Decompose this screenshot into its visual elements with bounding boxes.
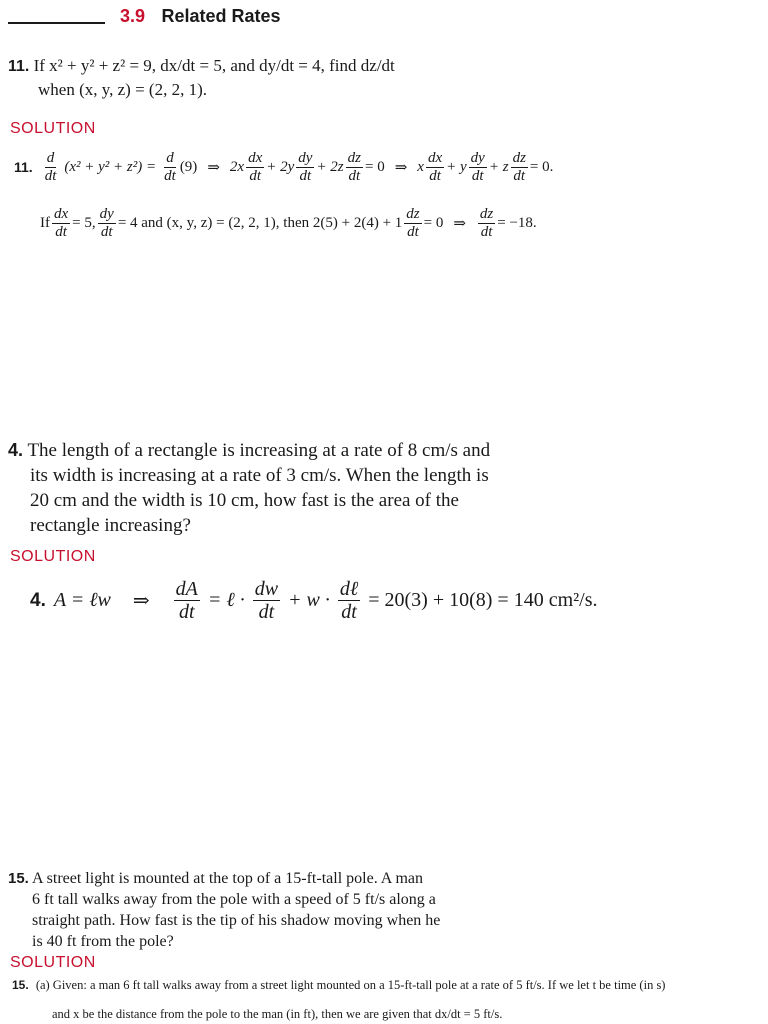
frac-num: dy (99, 206, 114, 222)
fraction-dA-dt (174, 578, 200, 623)
s11-c3: + 2z (316, 158, 344, 175)
frac-den: dt (429, 167, 441, 184)
frac-num: dz (347, 150, 361, 166)
fraction-dz-dt (404, 206, 421, 240)
problem-15-line: is 40 ft from the pole? (32, 933, 174, 950)
frac-den: dt (44, 167, 57, 184)
solution-11-line2 (40, 206, 537, 240)
s11-t1: = 5, (72, 214, 96, 231)
frac-num: d (46, 150, 55, 166)
section-header (120, 6, 281, 27)
problem-15-line: A street light is mounted at the top of a 15-ft-tall pole. A man (31, 870, 424, 887)
frac-den: dt (480, 223, 493, 240)
solution-4 (30, 578, 597, 623)
frac-num: dz (406, 206, 420, 222)
problem-11 (8, 56, 395, 76)
solution-11-line1 (14, 150, 553, 184)
s11-c6: + z (488, 158, 509, 175)
fraction-dz-dt (511, 150, 528, 184)
implies-arrow: ⇒ (453, 215, 466, 232)
problem-4-number: 4. (8, 440, 24, 460)
problem-15-number: 15. (8, 870, 29, 887)
fraction-dx-dt (426, 150, 444, 184)
fraction-dy-dt (469, 150, 487, 184)
section-number: 3.9 (120, 6, 146, 26)
problem-4 (8, 438, 490, 538)
fraction-d-dt-2 (162, 150, 178, 184)
s11-c5: + y (446, 158, 467, 175)
problem-15-line: 6 ft tall walks away from the pole with a speed of 5 ft/s along a (32, 891, 436, 908)
problem-4-line: rectangle increasing? (30, 515, 191, 536)
problem-15 (8, 868, 440, 952)
implies-arrow: ⇒ (132, 590, 150, 612)
solution-4-number: 4. (30, 589, 46, 611)
frac-den: dt (407, 223, 419, 240)
frac-den: dt (178, 601, 195, 623)
frac-num: dx (54, 206, 69, 222)
frac-den: dt (55, 223, 67, 240)
fraction-dy-dt (296, 150, 314, 184)
s11-eq0-dot: = 0. (529, 158, 554, 175)
fraction-dx-dt (246, 150, 264, 184)
fraction-dl-dt (338, 578, 360, 623)
frac-den: dt (471, 167, 484, 184)
problem-4-line: The length of a rectangle is increasing at a rate of 8 cm/s and (27, 440, 491, 461)
s11-c2: + 2y (266, 158, 295, 175)
frac-den: dt (341, 601, 357, 623)
frac-num: dw (254, 578, 279, 600)
solution-15-number: 15. (12, 978, 29, 992)
solution-label-15: SOLUTION (10, 954, 96, 971)
fraction-dz-dt (346, 150, 363, 184)
s4-lhs: A = ℓw (53, 589, 111, 611)
fraction-dz-dt (478, 206, 495, 240)
s11-lhs-tail: (x² + y² + z²) = (64, 158, 157, 175)
frac-num: d (166, 150, 174, 166)
problem-11-line1: If x² + y² + z² = 9, dx/dt = 5, and dy/dt = 4, find dz/dt (33, 56, 395, 75)
header-rule (8, 22, 105, 24)
problem-11-line2: when (x, y, z) = (2, 2, 1). (38, 80, 207, 99)
problem-4-line: its width is increasing at a rate of 3 cm/s. When the length is (30, 465, 489, 486)
implies-arrow: ⇒ (394, 159, 408, 176)
solution-15-line2: and x be the distance from the pole to the man (in ft), then we are given that dx/dt = 5 ft/s. (52, 1007, 503, 1021)
frac-num: dy (470, 150, 485, 166)
s4-m1: = ℓ · (207, 589, 245, 611)
problem-11-number: 11. (8, 58, 30, 75)
frac-den: dt (348, 167, 361, 184)
frac-den: dt (164, 167, 176, 184)
problem-15-line: straight path. How fast is the tip of his shadow moving when he (32, 912, 441, 929)
s11-mid: (9) (179, 158, 198, 175)
frac-num: dz (512, 150, 526, 166)
solution-15-line1 (12, 978, 665, 993)
solution-15-text1: (a) Given: a man 6 ft tall walks away from a street light mounted on a 15-ft-tall pole at a rate of 5 ft/s. If we let t be time (in s) (35, 978, 666, 992)
frac-num: dx (248, 150, 263, 166)
solution-label-4: SOLUTION (10, 548, 96, 565)
s11-t4: = −18. (497, 214, 537, 231)
fraction-dy-dt (98, 206, 116, 240)
fraction-dx-dt (52, 206, 70, 240)
frac-den: dt (299, 167, 312, 184)
frac-den: dt (100, 223, 113, 240)
section-title: Related Rates (161, 6, 281, 26)
frac-num: dℓ (339, 578, 359, 600)
frac-num: dA (175, 578, 198, 600)
implies-arrow: ⇒ (207, 159, 220, 176)
frac-num: dz (479, 206, 494, 222)
s4-m2: + w · (288, 589, 330, 611)
s11-t3: = 0 (423, 214, 444, 231)
s11-eq0: = 0 (365, 158, 385, 175)
s4-result: = 20(3) + 10(8) = 140 cm²/s. (368, 589, 598, 611)
frac-den: dt (258, 601, 275, 623)
s11-c1: 2x (229, 158, 245, 175)
frac-den: dt (513, 167, 526, 184)
frac-num: dy (298, 150, 313, 166)
fraction-d-dt (43, 150, 59, 184)
frac-num: dx (427, 150, 443, 166)
frac-den: dt (249, 167, 261, 184)
s11-c4: x (417, 158, 424, 175)
s11-t2: = 4 and (x, y, z) = (2, 2, 1), then 2(5) + 2(4) + 1 (117, 214, 403, 231)
solution-label-11: SOLUTION (10, 120, 96, 137)
problem-4-line: 20 cm and the width is 10 cm, how fast is the area of the (30, 490, 459, 511)
s11-if: If (40, 214, 50, 231)
solution-11-number: 11. (14, 159, 33, 175)
fraction-dw-dt (253, 578, 280, 623)
